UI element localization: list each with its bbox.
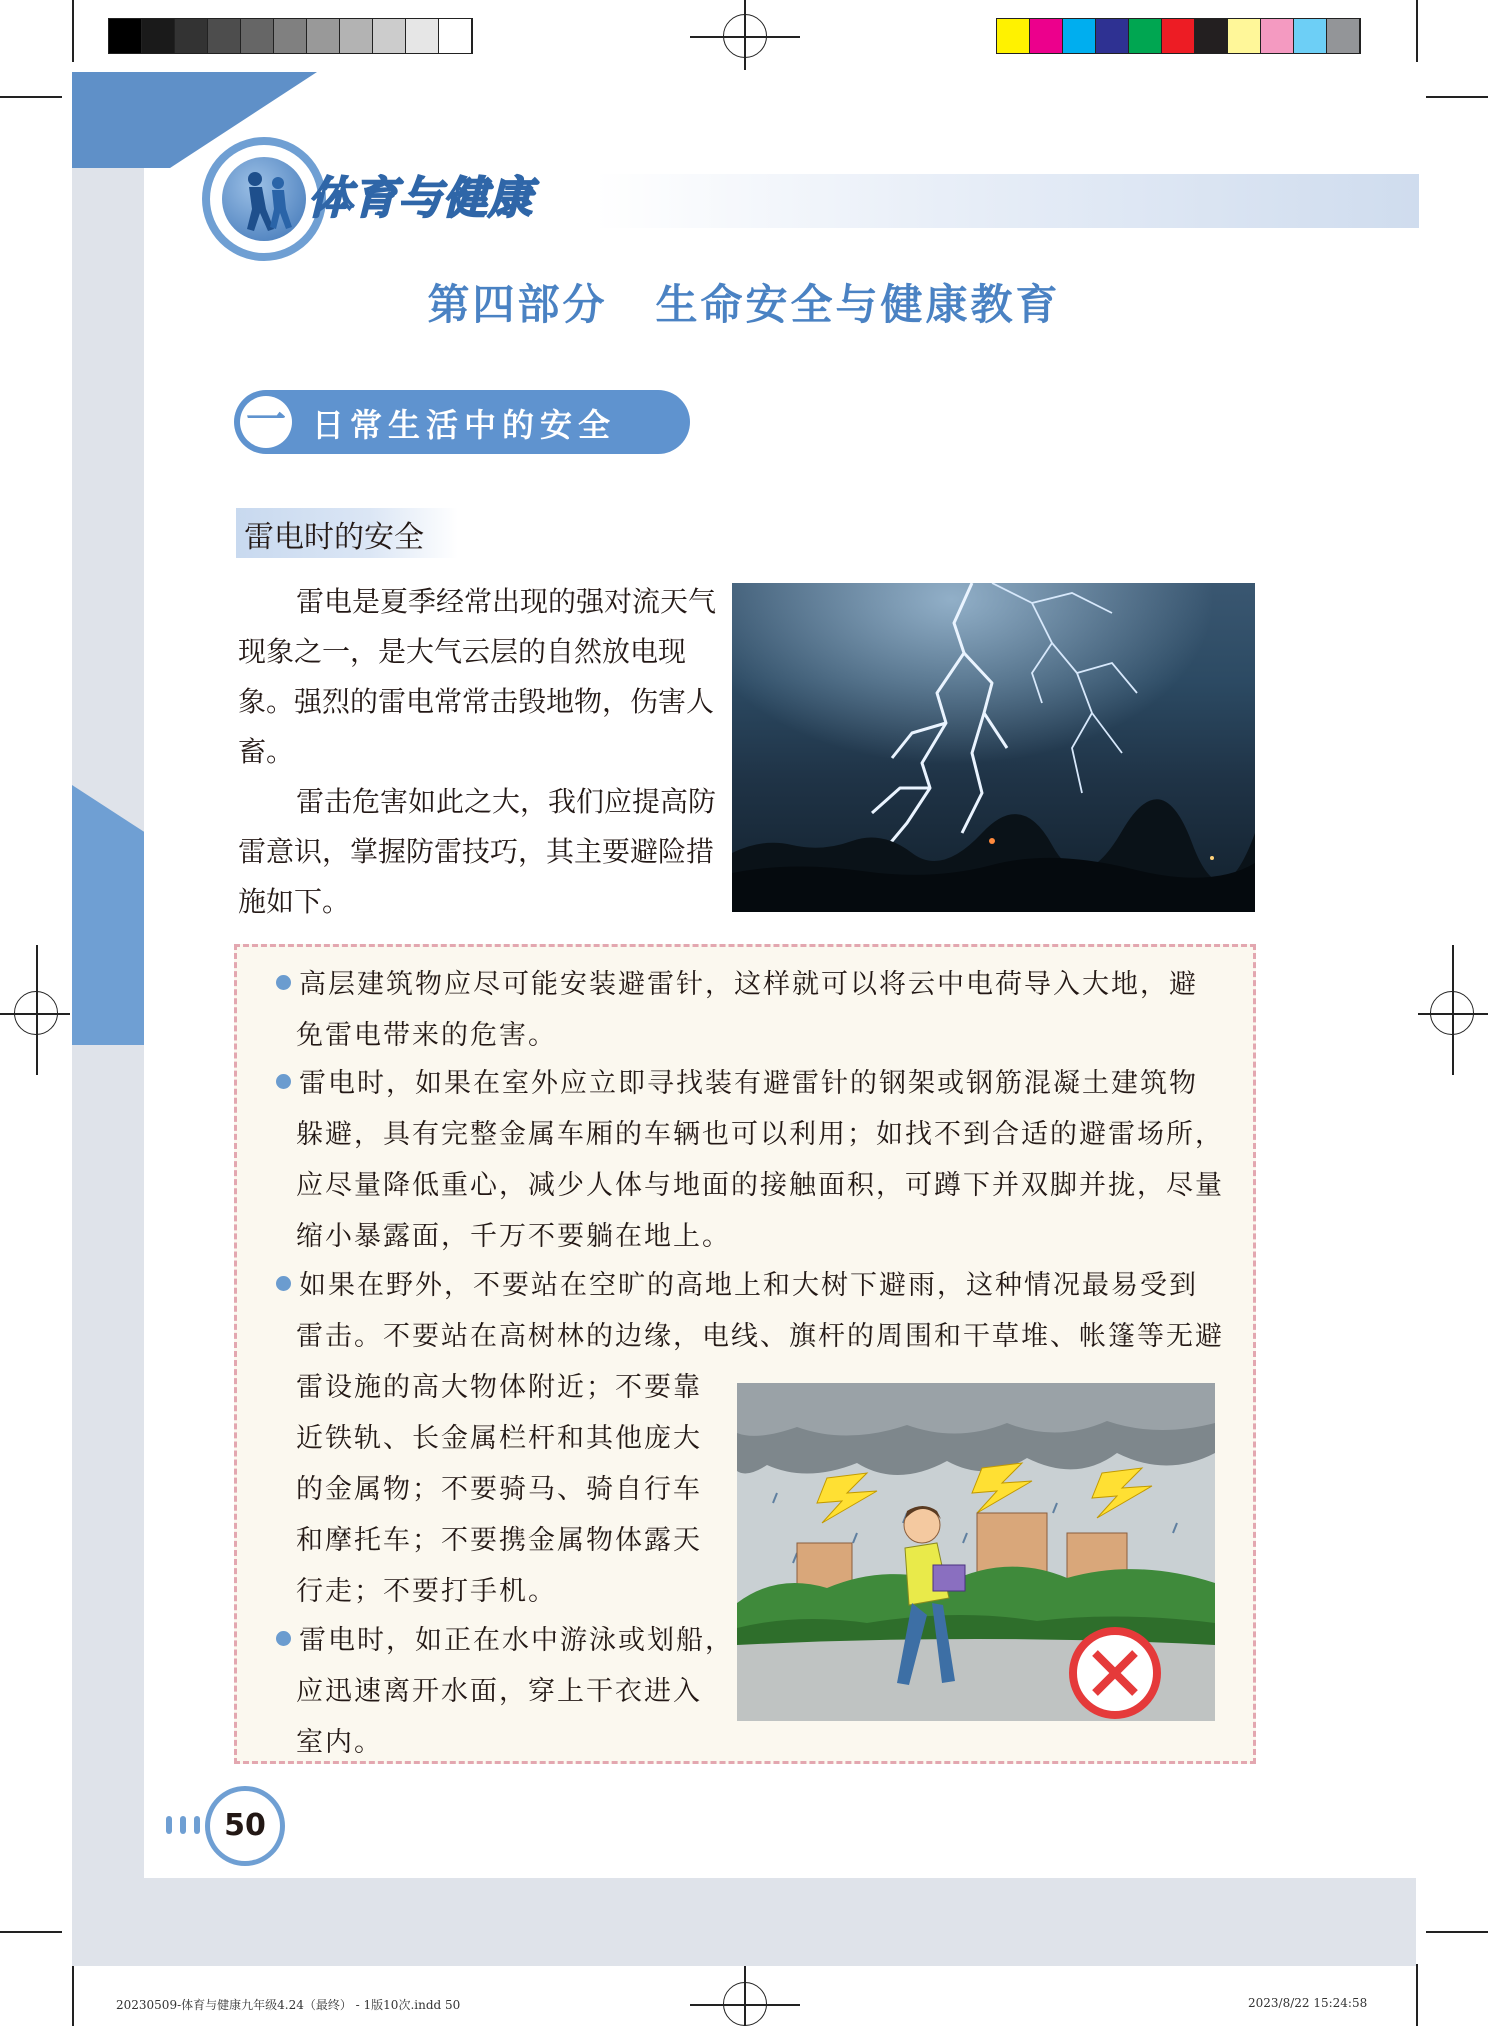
- bullet-dot-icon: [276, 1074, 291, 1089]
- subsection-title: 雷电时的安全: [244, 520, 424, 555]
- book-title: 体育与健康: [308, 173, 533, 224]
- tip-line: 和摩托车；不要携金属物体露天: [296, 1525, 702, 1556]
- tip-line: 行走；不要打手机。: [296, 1576, 557, 1607]
- tip-line: 高层建筑物应尽可能安装避雷针，这样就可以将云中电荷导入大地，避: [276, 959, 1198, 1010]
- tip-line: 雷电时，如正在水中游泳或划船，: [276, 1615, 734, 1666]
- bullet-dot-icon: [276, 1276, 291, 1291]
- part-name: 生命安全与健康教育: [655, 280, 1061, 329]
- color-swatch-bar: [996, 18, 1361, 54]
- intro-paragraph-1: 雷电是夏季经常出现的强对流天气现象之一，是大气云层的自然放电现象。强烈的雷电常常击毁地物，伤害人畜。: [238, 585, 717, 768]
- header-gradient-strip: [595, 174, 1419, 228]
- tip-line: 室内。: [296, 1727, 383, 1758]
- section-number: 一: [246, 397, 286, 443]
- page-number-dots: [166, 1816, 200, 1834]
- tip-line: 雷击。不要站在高树林的边缘，电线、旗杆的周围和干草堆、帐篷等无避: [296, 1321, 1224, 1352]
- athletes-logo-icon: [222, 157, 306, 241]
- tip-line: 免雷电带来的危害。: [296, 1020, 557, 1051]
- storm-warning-illustration: [737, 1383, 1215, 1721]
- tip-line: 如果在野外，不要站在空旷的高地上和大树下避雨，这种情况最易受到: [276, 1260, 1198, 1311]
- bullet-dot-icon: [276, 975, 291, 990]
- lightning-photo: [732, 583, 1255, 912]
- tip-line: 雷设施的高大物体附近；不要靠: [296, 1372, 702, 1403]
- page-number: 50: [224, 1808, 266, 1843]
- part-title: [0, 272, 1488, 332]
- tip-line: 躲避，具有完整金属车厢的车辆也可以利用；如找不到合适的避雷场所，: [296, 1119, 1224, 1150]
- tip-line: 应尽量降低重心，减少人体与地面的接触面积，可蹲下并双脚并拢，尽量: [296, 1170, 1224, 1201]
- section-title: 日常生活中的安全: [312, 406, 617, 444]
- slug-timestamp: 2023/8/22 15:24:58: [1248, 1996, 1368, 2010]
- tip-line: 缩小暴露面，千万不要躺在地上。: [296, 1221, 731, 1252]
- bullet-dot-icon: [276, 1631, 291, 1646]
- part-number: 第四部分: [427, 280, 608, 329]
- intro-paragraph-2: 雷击危害如此之大，我们应提高防雷意识，掌握防雷技巧，其主要避险措施如下。: [238, 785, 717, 918]
- tip-line: 应迅速离开水面，穿上干衣进入: [296, 1676, 702, 1707]
- slug-filename: 20230509-体育与健康九年级4.24（最终） - 1版10次.indd 50: [116, 1998, 461, 2012]
- tip-line: 雷电时，如果在室外应立即寻找装有避雷针的钢架或钢筋混凝土建筑物: [276, 1058, 1198, 1109]
- tip-line: 近铁轨、长金属栏杆和其他庞大: [296, 1423, 702, 1454]
- page-bottom-band: [72, 1878, 1416, 1966]
- gray-swatch-bar: [108, 18, 473, 54]
- tip-line: 的金属物；不要骑马、骑自行车: [296, 1474, 702, 1505]
